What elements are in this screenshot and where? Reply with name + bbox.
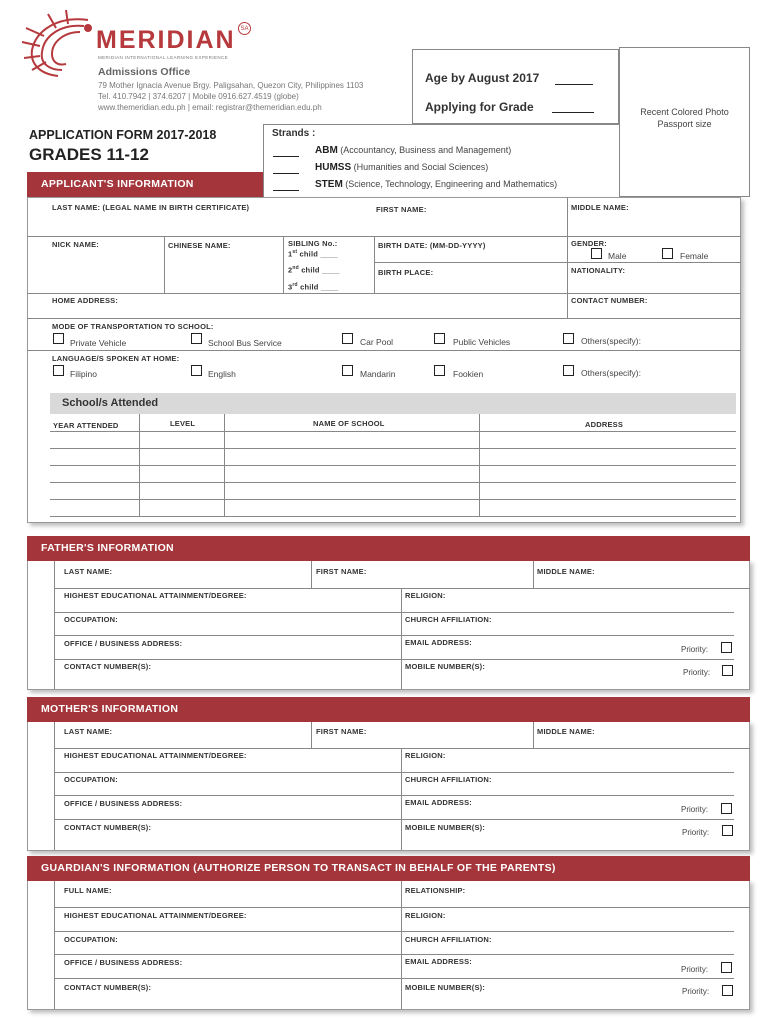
sibling-2nd[interactable] (288, 265, 339, 275)
label-birth-place: BIRTH PLACE: (378, 268, 434, 277)
father-education: HIGHEST EDUCATIONAL ATTAINMENT/DEGREE: (64, 591, 247, 600)
guardian-email-priority-checkbox[interactable] (721, 962, 732, 973)
father-office: OFFICE / BUSINESS ADDRESS: (64, 639, 183, 648)
label-birth-date: BIRTH DATE: (MM-DD-YYYY) (378, 241, 486, 250)
sibling-3rd-text: child ____ (300, 282, 339, 292)
school-col-level: LEVEL (170, 419, 196, 428)
label-nationality: NATIONALITY: (571, 266, 626, 275)
mother-last-name: LAST NAME: (64, 727, 113, 736)
lang-english-label: English (208, 369, 236, 379)
mother-first-name: FIRST NAME: (316, 727, 367, 736)
age-input[interactable] (555, 84, 593, 85)
father-mobile-priority-checkbox[interactable] (722, 665, 733, 676)
guardian-church: CHURCH AFFILIATION: (405, 935, 492, 944)
strand-stem-desc: (Science, Technology, Engineering and Mathematics) (345, 179, 558, 189)
transport-others-checkbox[interactable] (563, 333, 574, 344)
lang-others-checkbox[interactable] (563, 365, 574, 376)
sibling-1st[interactable] (288, 249, 338, 259)
label-sibling: SIBLING No.: (288, 239, 338, 248)
school-web: www.themeridian.edu.ph | email: registrar@themeridian.edu.ph (98, 103, 322, 112)
mother-email-priority: Priority: (681, 805, 709, 814)
transport-carpool-label: Car Pool (360, 337, 394, 347)
guardian-office: OFFICE / BUSINESS ADDRESS: (64, 958, 183, 967)
school-col-address: ADDRESS (585, 420, 624, 429)
transport-private-label: Private Vehicle (70, 338, 127, 348)
gender-male-label: Male (608, 251, 627, 261)
sibling-2nd-sup: nd (292, 265, 299, 271)
abm-input[interactable] (273, 156, 299, 157)
father-email-priority-checkbox[interactable] (721, 642, 732, 653)
label-first-name: FIRST NAME: (376, 205, 427, 214)
schools-title: School/s Attended (62, 397, 159, 409)
label-chinese-name: CHINESE NAME: (168, 241, 231, 250)
gender-female-label: Female (680, 251, 709, 261)
father-contact: CONTACT NUMBER(S): (64, 662, 152, 671)
label-language: LANGUAGE/S SPOKEN AT HOME: (52, 354, 180, 363)
mother-middle-name: MIDDLE NAME: (537, 727, 595, 736)
transport-carpool-checkbox[interactable] (342, 333, 353, 344)
father-mobile-priority: Priority: (683, 668, 711, 677)
guardian-relationship: RELATIONSHIP: (405, 886, 466, 895)
logo-badge: SA (238, 22, 251, 35)
label-transport: MODE OF TRANSPORTATION TO SCHOOL: (52, 322, 214, 331)
mother-contact: CONTACT NUMBER(S): (64, 823, 152, 832)
father-title: FATHER'S INFORMATION (27, 536, 750, 561)
lion-logo-icon (18, 8, 108, 78)
guardian-mobile-priority: Priority: (682, 987, 710, 996)
father-mobile: MOBILE NUMBER(S): (405, 662, 486, 671)
guardian-occupation: OCCUPATION: (64, 935, 119, 944)
stem-input[interactable] (273, 190, 299, 191)
lang-english-checkbox[interactable] (191, 365, 202, 376)
mother-religion: RELIGION: (405, 751, 446, 760)
transport-bus-label: School Bus Service (208, 338, 282, 348)
transport-private-checkbox[interactable] (53, 333, 64, 344)
sibling-1st-text: child ____ (299, 249, 338, 259)
form-title: APPLICATION FORM 2017-2018 (29, 128, 217, 142)
humss-input[interactable] (273, 173, 299, 174)
school-col-year: YEAR ATTENDED (53, 421, 119, 430)
label-gender: GENDER: (571, 239, 607, 248)
lang-filipino-checkbox[interactable] (53, 365, 64, 376)
strand-stem (315, 179, 557, 190)
office-title: Admissions Office (98, 66, 191, 78)
label-home-address: HOME ADDRESS: (52, 296, 119, 305)
father-email-priority: Priority: (681, 645, 709, 654)
guardian-mobile-priority-checkbox[interactable] (722, 985, 733, 996)
sibling-2nd-text: child ____ (301, 265, 340, 275)
logo-tagline: MERIDIAN INTERNATIONAL LEARNING EXPERIENCE (98, 55, 229, 60)
school-col-name: NAME OF SCHOOL (313, 419, 385, 428)
father-email: EMAIL ADDRESS: (405, 638, 472, 647)
sibling-1st-num: 1 (288, 249, 293, 259)
sibling-3rd-num: 3 (288, 282, 293, 292)
strand-humss-code: HUMSS (315, 162, 352, 173)
grade-input[interactable] (552, 112, 594, 113)
father-church: CHURCH AFFILIATION: (405, 615, 492, 624)
father-middle-name: MIDDLE NAME: (537, 567, 595, 576)
father-first-name: FIRST NAME: (316, 567, 367, 576)
mother-mobile-priority: Priority: (682, 828, 710, 837)
transport-bus-checkbox[interactable] (191, 333, 202, 344)
lang-others-label: Others(specify): (581, 368, 641, 378)
mother-occupation: OCCUPATION: (64, 775, 119, 784)
father-last-name: LAST NAME: (64, 567, 113, 576)
grades-title: GRADES 11-12 (29, 145, 149, 164)
mother-email: EMAIL ADDRESS: (405, 798, 472, 807)
mother-mobile-priority-checkbox[interactable] (722, 825, 733, 836)
guardian-email-priority: Priority: (681, 965, 709, 974)
transport-public-label: Public Vehicles (453, 337, 511, 347)
sibling-2nd-num: 2 (288, 265, 293, 275)
transport-others-label: Others(specify): (581, 336, 641, 346)
school-row[interactable] (50, 448, 736, 449)
sibling-1st-sup: st (292, 249, 298, 255)
sibling-3rd-sup: rd (292, 282, 298, 288)
school-contact: Tel. 410.7942 | 374.6207 | Mobile 0916.627.4519 (globe) (98, 92, 299, 101)
age-label: Age by August 2017 (425, 71, 540, 85)
sibling-3rd[interactable] (288, 282, 338, 292)
strands-label: Strands : (272, 128, 316, 139)
lang-mandarin-checkbox[interactable] (342, 365, 353, 376)
strand-abm-desc: (Accountancy, Business and Management) (340, 145, 512, 155)
logo-text: MERIDIAN (96, 26, 236, 54)
mother-office: OFFICE / BUSINESS ADDRESS: (64, 799, 183, 808)
school-row[interactable] (50, 516, 736, 517)
school-row[interactable] (50, 499, 736, 500)
strand-humss (315, 162, 488, 173)
lang-filipino-label: Filipino (70, 369, 97, 379)
school-row[interactable] (50, 465, 736, 466)
school-address: 79 Mother Ignacia Avenue Brgy. Paligsahan, Quezon City, Philippines 1103 (98, 81, 364, 90)
guardian-full-name: FULL NAME: (64, 886, 112, 895)
guardian-contact: CONTACT NUMBER(S): (64, 983, 152, 992)
lang-mandarin-label: Mandarin (360, 369, 396, 379)
mother-education: HIGHEST EDUCATIONAL ATTAINMENT/DEGREE: (64, 751, 247, 760)
lang-fookien-checkbox[interactable] (434, 365, 445, 376)
guardian-mobile: MOBILE NUMBER(S): (405, 983, 486, 992)
guardian-education: HIGHEST EDUCATIONAL ATTAINMENT/DEGREE: (64, 911, 247, 920)
strand-abm-code: ABM (315, 145, 338, 156)
label-last-name: LAST NAME: (LEGAL NAME IN BIRTH CERTIFICATE) (52, 203, 250, 212)
transport-public-checkbox[interactable] (434, 333, 445, 344)
photo-box[interactable] (619, 47, 750, 197)
label-nick-name: NICK NAME: (52, 240, 99, 249)
label-contact-number: CONTACT NUMBER: (571, 296, 648, 305)
father-religion: RELIGION: (405, 591, 446, 600)
strand-abm (315, 145, 511, 156)
guardian-religion: RELIGION: (405, 911, 446, 920)
strand-humss-desc: (Humanities and Social Sciences) (353, 162, 489, 172)
strand-stem-code: STEM (315, 179, 343, 190)
applicant-title: APPLICANT'S INFORMATION (27, 172, 263, 197)
mother-email-priority-checkbox[interactable] (721, 803, 732, 814)
mother-church: CHURCH AFFILIATION: (405, 775, 492, 784)
photo-label: Recent Colored Photo Passport size (640, 107, 729, 129)
mother-title: MOTHER'S INFORMATION (27, 697, 750, 722)
father-occupation: OCCUPATION: (64, 615, 119, 624)
gender-male-checkbox[interactable] (591, 248, 602, 259)
mother-mobile: MOBILE NUMBER(S): (405, 823, 486, 832)
label-middle-name: MIDDLE NAME: (571, 203, 629, 212)
gender-female-checkbox[interactable] (662, 248, 673, 259)
school-row[interactable] (50, 482, 736, 483)
guardian-email: EMAIL ADDRESS: (405, 957, 472, 966)
school-row[interactable] (50, 431, 736, 432)
lang-fookien-label: Fookien (453, 369, 484, 379)
grade-label: Applying for Grade (425, 100, 534, 114)
guardian-title: GUARDIAN'S INFORMATION (AUTHORIZE PERSON TO TRANSACT IN BEHALF OF THE PARENTS) (27, 856, 750, 881)
